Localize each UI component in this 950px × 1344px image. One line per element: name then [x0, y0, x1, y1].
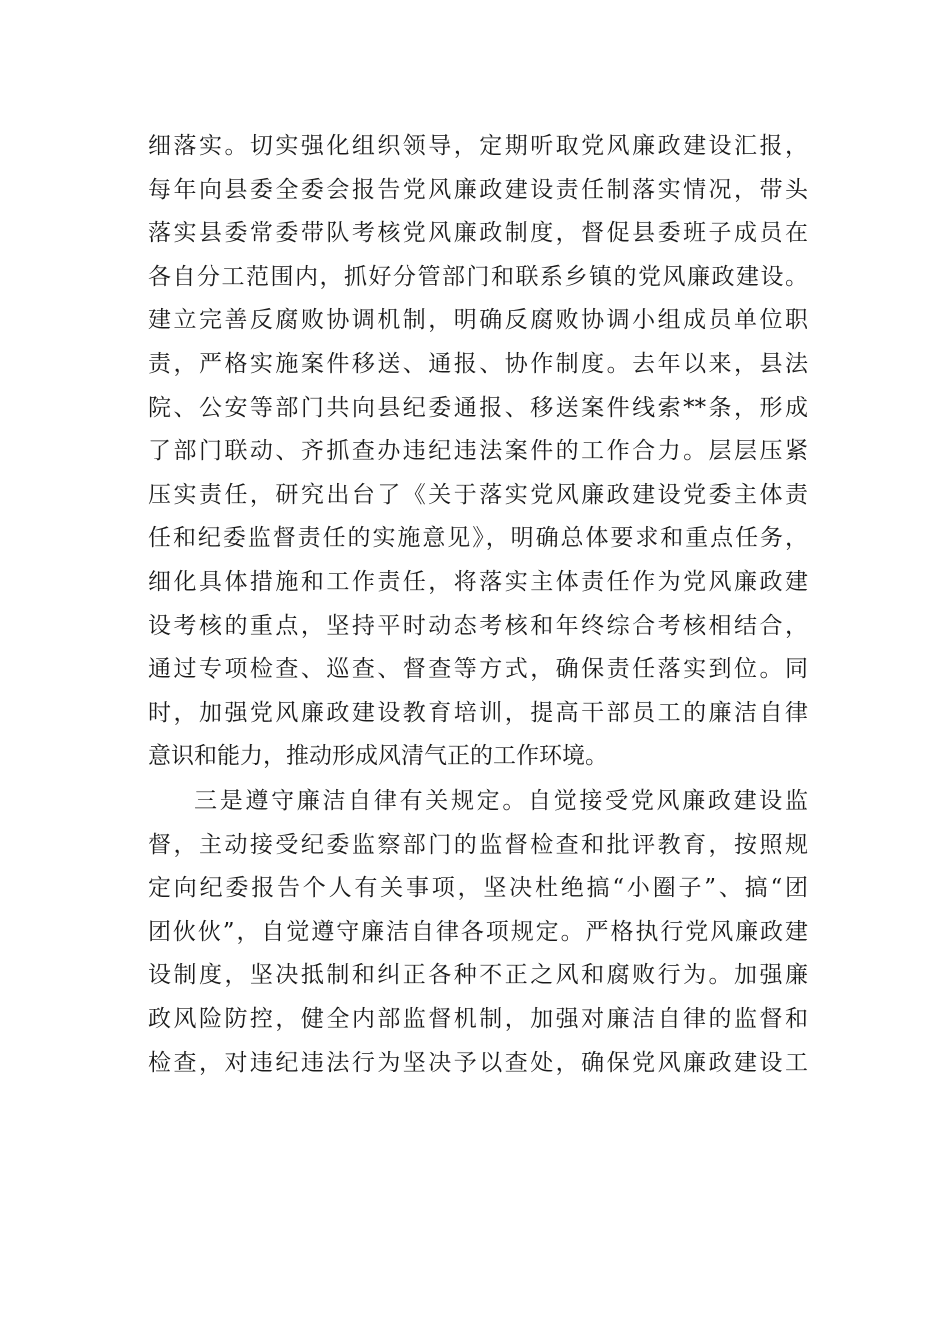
- text-line: 细落实。切实强化组织领导，定期听取党风廉政建设汇报，: [148, 133, 808, 159]
- text-line: 意识和能力，推动形成风清气正的工作环境。: [148, 743, 608, 770]
- text-line: 落实县委常委带队考核党风廉政制度，督促县委班子成员在: [148, 220, 808, 247]
- text-line: 建立完善反腐败协调机制，明确反腐败协调小组成员单位职: [148, 307, 808, 334]
- text-line: 时，加强党风廉政建设教育培训，提高干部员工的廉洁自律: [148, 699, 808, 726]
- text-line: 三是遵守廉洁自律有关规定。自觉接受党风廉政建设监: [194, 788, 808, 814]
- text-line: 政风险防控，健全内部监督机制，加强对廉洁自律的监督和: [148, 1006, 808, 1032]
- text-line: 设制度，坚决抵制和纠正各种不正之风和腐败行为。加强廉: [148, 962, 808, 989]
- text-line: 检查，对违纪违法行为坚决予以查处，确保党风廉政建设工: [148, 1049, 808, 1076]
- text-line: 定向纪委报告个人有关事项，坚决杜绝搞“小圈子”、搞“团: [148, 875, 808, 902]
- text-line: 每年向县委全委会报告党风廉政建设责任制落实情况，带头: [148, 176, 808, 203]
- text-line: 设考核的重点，坚持平时动态考核和年终综合考核相结合，: [148, 612, 808, 639]
- text-line: 细化具体措施和工作责任，将落实主体责任作为党风廉政建: [148, 569, 808, 595]
- text-line: 督，主动接受纪委监察部门的监督检查和批评教育，按照规: [148, 831, 808, 858]
- text-line: 通过专项检查、巡查、督查等方式，确保责任落实到位。同: [148, 656, 808, 683]
- text-line: 了部门联动、齐抓查办违纪违法案件的工作合力。层层压紧: [148, 438, 808, 465]
- text-line: 压实责任，研究出台了《关于落实党风廉政建设党委主体责: [148, 481, 808, 508]
- text-line: 团伙伙”，自觉遵守廉洁自律各项规定。严格执行党风廉政建: [148, 918, 808, 945]
- text-line: 院、公安等部门共向县纪委通报、移送案件线索**条，形成: [148, 394, 808, 421]
- text-line: 责，严格实施案件移送、通报、协作制度。去年以来，县法: [148, 351, 808, 377]
- text-line: 任和纪委监督责任的实施意见》，明确总体要求和重点任务，: [148, 525, 808, 552]
- text-line: 各自分工范围内，抓好分管部门和联系乡镇的党风廉政建设。: [148, 263, 808, 290]
